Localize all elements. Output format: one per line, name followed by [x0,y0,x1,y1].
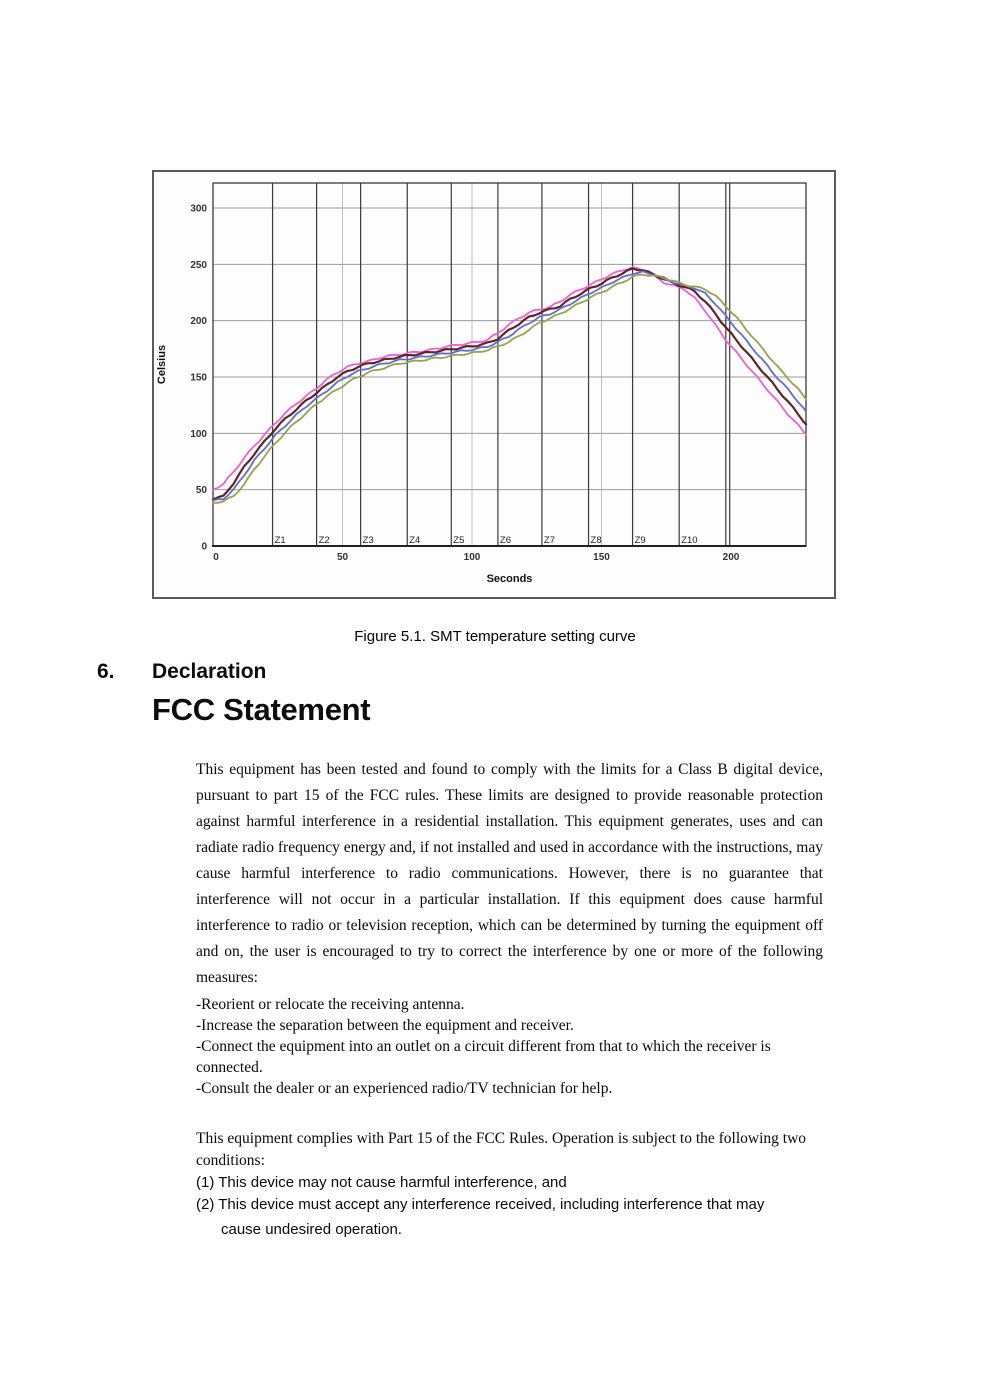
svg-text:100: 100 [463,552,481,563]
svg-text:200: 200 [190,316,207,328]
measures-list [196,994,823,1099]
svg-text:Z5: Z5 [453,535,465,546]
svg-text:0: 0 [213,552,219,563]
svg-text:Z1: Z1 [274,535,286,546]
svg-text:50: 50 [195,485,207,497]
section-heading [0,660,990,688]
condition-continuation: cause undesired operation. [221,1221,402,1238]
svg-text:Celsius: Celsius [156,344,168,385]
svg-text:Z2: Z2 [318,535,330,546]
figure-caption: Figure 5.1. SMT temperature setting curve [354,628,636,645]
list-item: (2) This device must accept any interference received, including interference that may [196,1196,765,1213]
fcc-body-text [196,757,823,1238]
fcc-paragraph: This equipment has been tested and found to comply with the limits for a Class B digital device, pursuant to part 15 of the FCC rules. These limits are designed to provide reasonable protection against harmful interference in a residential installation. This equipment generates, uses and can radiate radio frequency energy and, if not installed and used in accordance with the instructions, may cause harmful interference to radio communications. However, there is no guarantee that interference will not occur in a particular installation. If this equipment does cause harmful interference to radio or television reception, which can be determined by turning the equipment off and on, the user is encouraged to try to correct the interference by one or more of the following measures: [196,761,823,986]
list-item: (1) This device may not cause harmful interference, and [196,1174,567,1191]
section-title: Declaration [152,660,267,683]
svg-text:300: 300 [190,203,207,215]
fcc-statement-heading: FCC Statement [152,692,371,727]
smt-chart-svg [154,172,834,597]
list-item: -Increase the separation between the equipment and receiver. [196,1017,574,1034]
svg-text:100: 100 [190,428,207,440]
svg-text:250: 250 [190,259,207,271]
svg-text:Z9: Z9 [634,535,646,546]
svg-text:0: 0 [201,541,207,553]
svg-text:Seconds: Seconds [486,573,533,585]
svg-text:Z10: Z10 [681,535,698,546]
section-number: 6. [97,660,115,683]
svg-text:50: 50 [336,552,349,563]
list-item: -Reorient or relocate the receiving antenna. [196,996,465,1013]
svg-text:150: 150 [593,552,610,563]
svg-text:Z4: Z4 [409,535,421,546]
svg-text:Z8: Z8 [590,535,602,546]
svg-text:150: 150 [190,372,207,384]
svg-text:Z7: Z7 [543,535,556,546]
conditions-list [196,1172,823,1216]
list-item: -Consult the dealer or an experienced radio/TV technician for help. [196,1080,613,1097]
compliance-paragraph: This equipment complies with Part 15 of the FCC Rules. Operation is subject to the following two conditions: [196,1130,807,1169]
smt-temperature-chart [152,170,836,599]
svg-text:200: 200 [722,552,740,563]
svg-text:Z3: Z3 [362,535,374,546]
svg-text:Z6: Z6 [499,535,511,546]
list-item: -Connect the equipment into an outlet on a circuit different from that to which the receiver is connected. [196,1038,771,1076]
